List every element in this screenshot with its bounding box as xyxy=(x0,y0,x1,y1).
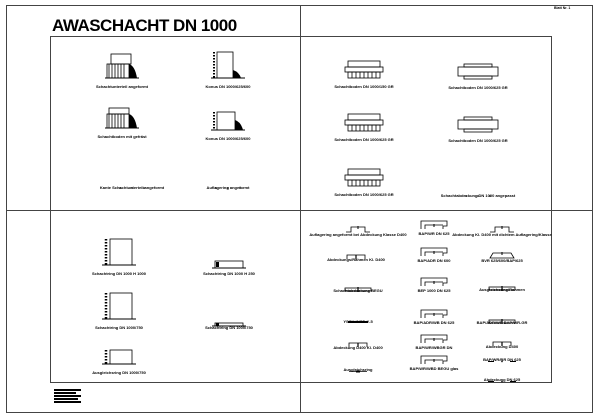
symbol-label: BAP/WR/WBD BEGU glas xyxy=(409,366,459,371)
symbol-label: Schachtring DN 1000 H 250 xyxy=(203,271,255,276)
symbol-label: Kante Schachtunterteil angeformt xyxy=(99,185,165,190)
cover-small-icon xyxy=(346,247,366,265)
ring-tall-icon xyxy=(102,237,136,272)
symbol-label: Schachtunterteil angeformt xyxy=(95,84,149,89)
cover-small-icon xyxy=(348,335,368,353)
ring-flange-icon xyxy=(344,113,384,138)
vertical-divider xyxy=(300,5,301,413)
symbol-label: Konus DN 1000/625/600 xyxy=(205,136,251,141)
shaft-cone-icon xyxy=(211,50,245,85)
shaft-base-full-icon xyxy=(105,52,139,85)
symbol-label: BVR 625/600/BAP/625 xyxy=(481,258,523,263)
symbol-label: Abdeckung Kl. D400 mit dichtem Auflagering/Klasse xyxy=(452,232,552,237)
ring-flange-icon xyxy=(344,60,384,85)
symbol-label: BAP/WR/WBGR DN xyxy=(415,345,453,350)
symbol-label: Schachtboden mit gefräst xyxy=(97,134,147,139)
sheet-number: Blatt Nr. 1 xyxy=(554,6,571,10)
ring-mid-icon xyxy=(102,348,136,371)
ring-flange-icon xyxy=(344,168,384,193)
ring-flat-icon xyxy=(212,315,246,333)
symbol-label: Auflagering angeformt xyxy=(206,185,250,190)
symbol-label: Schachtboden DN 1000/150 GR xyxy=(334,84,394,89)
shaft-base-low-icon xyxy=(105,106,139,135)
symbol-label: Ausgleichsring DN 1000/750 xyxy=(92,370,146,375)
symbol-label: Schachtboden DN 1000/625 GR xyxy=(334,137,394,142)
ring-wide-icon xyxy=(457,63,499,86)
symbol-label: BAP/ADR/WR BAP/WR-GR xyxy=(476,320,528,325)
symbol-label: Ausgleichsring xyxy=(343,367,373,372)
symbol-label: BEP 1000 DN 625 xyxy=(417,288,451,293)
symbol-label: Konus DN 1000/625/600 xyxy=(205,84,251,89)
symbol-label: Schachtboden DN 1000/625 GR xyxy=(448,85,508,90)
symbol-label: Auflagering angeformt bei Abdeckung Klasse D400 xyxy=(309,232,407,237)
shaft-cone-low-icon xyxy=(211,110,245,137)
symbol-label: Schachtring DN 1000 H 1000 xyxy=(91,271,147,276)
symbol-label: Abdeckung D400 xyxy=(485,344,519,349)
ring-tall-icon xyxy=(102,291,136,326)
symbol-label: Schachtring DN 1000/750 xyxy=(205,325,253,330)
symbol-label: Abdeckung D400 Kl. D400 xyxy=(333,345,383,350)
symbol-label: Schachtabdeckung DN 1000 angepasst xyxy=(440,193,516,198)
horizontal-divider xyxy=(6,210,593,211)
drawing-title: AWASCHACHT DN 1000 xyxy=(52,16,237,35)
legend-block xyxy=(54,389,81,404)
symbol-label: Abdeckungs/Rahmen Kl. D400 xyxy=(327,257,385,262)
symbol-label: BAP/ADR DN 600 xyxy=(417,258,451,263)
symbol-label: Schachtabdeckung BEGU xyxy=(333,288,383,293)
symbol-label: Schachtboden DN 1000/625 GR xyxy=(448,138,508,143)
symbol-label: Schachtring DN 1000/750 xyxy=(95,325,143,330)
symbol-label: YSCH-WCD-Y-5 xyxy=(343,319,373,324)
ring-wide-icon xyxy=(457,116,499,139)
symbol-label: Abdeckung DN 625 xyxy=(483,377,521,382)
symbol-label: BAP/ADR/WB DN 625 xyxy=(413,320,455,325)
symbol-label: Ausgleichsring/Rahmen xyxy=(479,287,525,292)
symbol-label: BAP/WR/BR DN 625 xyxy=(483,357,521,362)
symbol-label: Schachtboden DN 1000/625 GR xyxy=(334,192,394,197)
symbol-label: BAP/WR DN 625 xyxy=(418,231,450,236)
